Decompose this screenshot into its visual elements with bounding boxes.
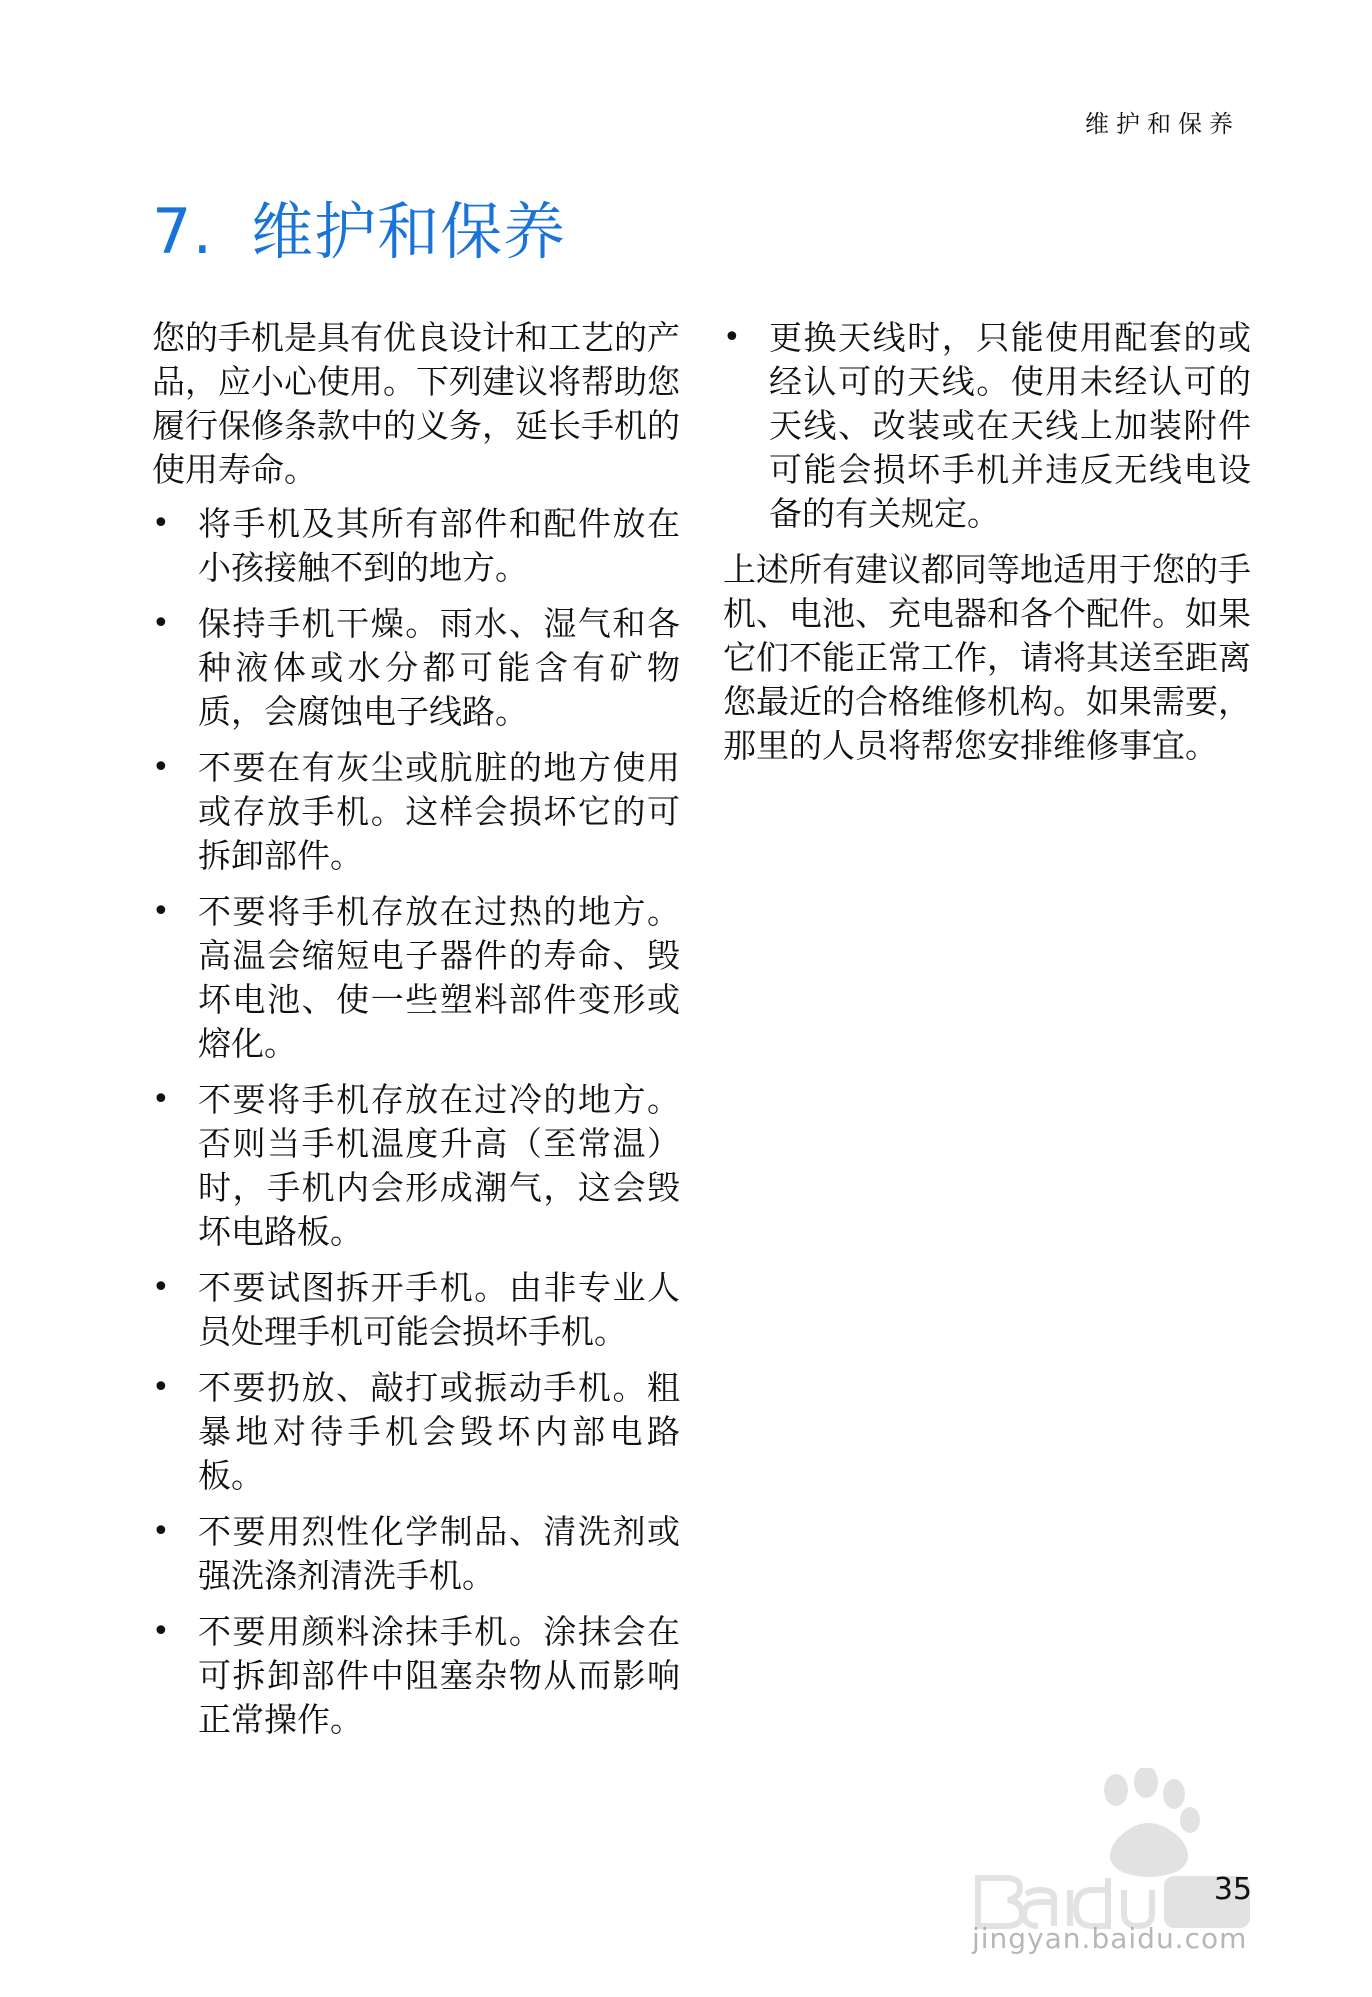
list-item-text: 不要扔放、敲打或振动手机。粗暴地对待手机会毁坏内部电路板。 [198, 1368, 680, 1495]
bullet-icon: • [152, 1514, 170, 1549]
list-item [152, 890, 680, 1066]
list-item-text: 更换天线时，只能使用配套的或经认可的天线。使用未经认可的天线、改装或在天线上加装附件可能会损坏手机并违反无线电设备的有关规定。 [769, 318, 1251, 533]
chapter-title [152, 182, 566, 271]
list-item-text: 不要用烈性化学制品、清洗剂或强洗涤剂清洗手机。 [198, 1512, 680, 1595]
bullet-icon: • [152, 506, 170, 541]
list-item-text: 不要在有灰尘或肮脏的地方使用或存放手机。这样会损坏它的可拆卸部件。 [198, 748, 680, 875]
list-item [723, 316, 1251, 536]
list-item [152, 1366, 680, 1498]
care-list-right [723, 316, 1251, 536]
bullet-icon: • [152, 1614, 170, 1649]
list-item-text: 保持手机干燥。雨水、湿气和各种液体或水分都可能含有矿物质，会腐蚀电子线路。 [198, 604, 680, 731]
bullet-icon: • [152, 1370, 170, 1405]
list-item [152, 746, 680, 878]
list-item [152, 1078, 680, 1254]
closing-paragraph: 上述所有建议都同等地适用于您的手机、电池、充电器和各个配件。如果它们不能正常工作，请将其送至距离您最近的合格维修机构。如果需要，那里的人员将帮您安排维修事宜。 [723, 550, 1251, 765]
bullet-icon: • [152, 894, 170, 929]
page-number: 35 [1213, 1872, 1252, 1907]
bullet-icon: • [152, 750, 170, 785]
running-header: 维护和保养 [1085, 110, 1240, 138]
list-item [152, 1610, 680, 1742]
list-item [152, 502, 680, 590]
list-item-text: 不要将手机存放在过热的地方。高温会缩短电子器件的寿命、毁坏电池、使一些塑料部件变形或熔化。 [198, 892, 680, 1063]
right-column [723, 316, 1251, 778]
bullet-icon: • [152, 1082, 170, 1117]
intro-paragraph: 您的手机是具有优良设计和工艺的产品，应小心使用。下列建议将帮助您履行保修条款中的义务，延长手机的使用寿命。 [152, 318, 680, 489]
list-item-text: 不要用颜料涂抹手机。涂抹会在可拆卸部件中阻塞杂物从而影响正常操作。 [198, 1612, 680, 1739]
care-list-left [152, 502, 680, 1742]
watermark-text: jingyan.baidu.com [972, 1922, 1248, 1955]
list-item-text: 不要试图拆开手机。由非专业人员处理手机可能会损坏手机。 [198, 1268, 680, 1351]
chapter-number: 7. [152, 195, 214, 268]
list-item [152, 602, 680, 734]
list-item [152, 1266, 680, 1354]
bullet-icon: • [152, 606, 170, 641]
left-column [152, 316, 680, 1754]
list-item-text: 不要将手机存放在过冷的地方。否则当手机温度升高（至常温）时，手机内会形成潮气，这会毁坏电路板。 [198, 1080, 680, 1251]
list-item [152, 1510, 680, 1598]
chapter-title-text: 维护和保养 [251, 195, 567, 268]
list-item-text: 将手机及其所有部件和配件放在小孩接触不到的地方。 [198, 504, 680, 587]
bullet-icon: • [723, 320, 741, 355]
bullet-icon: • [152, 1270, 170, 1305]
